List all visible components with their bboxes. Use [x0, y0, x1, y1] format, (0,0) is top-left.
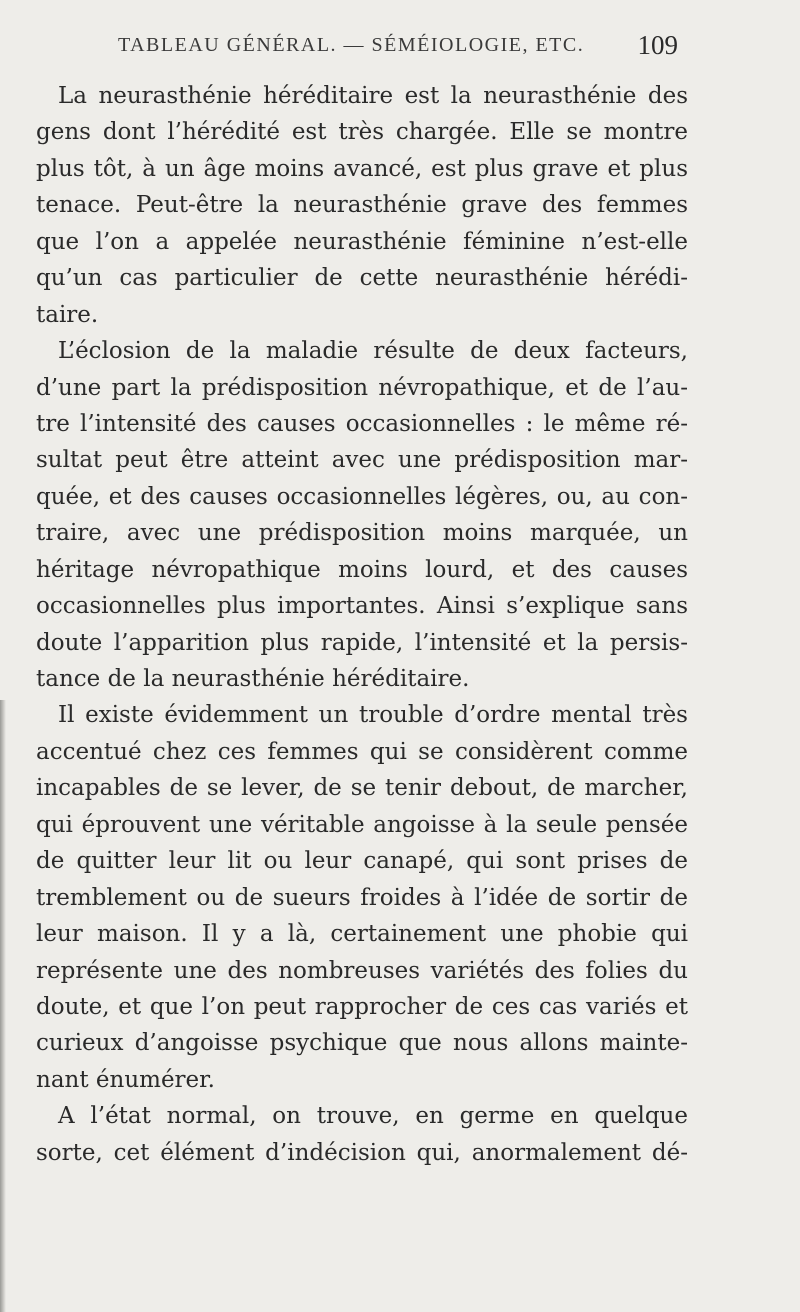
text-line: quée, et des causes occasionnelles légères, ou, au con- [36, 483, 688, 510]
text-line: gens dont l’hérédité est très chargée. Elle se montre [36, 119, 688, 146]
text-line: que l’on a appelée neurasthénie féminine n’est-elle [36, 228, 688, 255]
text-line: sorte, cet élément d’indécision qui, anormalement dé- [36, 1139, 688, 1166]
page-header [118, 30, 678, 70]
text-line: de quitter leur lit ou leur canapé, qui sont prises de [36, 848, 688, 875]
text-line: tre l’intensité des causes occasionnelles : le même ré- [36, 410, 688, 437]
text-line: curieux d’angoisse psychique que nous allons mainte- [36, 1030, 688, 1057]
text-line: incapables de se lever, de se tenir debout, de marcher, [36, 775, 688, 802]
text-line: doute, et que l’on peut rapprocher de ces cas variés et [36, 993, 688, 1020]
text-line: taire. [36, 301, 99, 328]
page-edge-shadow [0, 700, 6, 1312]
text-line: L’éclosion de la maladie résulte de deux facteurs, [58, 338, 688, 365]
text-line: occasionnelles plus importantes. Ainsi s’explique sans [36, 593, 688, 620]
text-line: représente une des nombreuses variétés des folies du [36, 957, 688, 984]
text-line: tance de la neurasthénie héréditaire. [36, 666, 470, 692]
text-line: leur maison. Il y a là, certainement une phobie qui [36, 921, 688, 948]
text-line: nant énumérer. [36, 1066, 215, 1093]
text-line: Il existe évidemment un trouble d’ordre mental très [58, 702, 688, 729]
text-line: qui éprouvent une véritable angoisse à la seule pensée [36, 811, 688, 838]
text-line: La neurasthénie héréditaire est la neurasthénie des [58, 83, 688, 109]
text-line: tenace. Peut-être la neurasthénie grave des femmes [36, 192, 688, 219]
text-line: qu’un cas particulier de cette neurasthénie hérédi- [36, 265, 688, 292]
page-number: 109 [637, 30, 678, 60]
text-line: traire, avec une prédisposition moins marquée, un [36, 520, 688, 547]
text-line: plus tôt, à un âge moins avancé, est plus grave et plus [36, 155, 688, 182]
text-line: tremblement ou de sueurs froides à l’idée de sortir de [36, 884, 688, 911]
text-line: d’une part la prédisposition névropathique, et de l’au- [36, 374, 688, 401]
running-head: TABLEAU GÉNÉRAL. — SÉMÉIOLOGIE, ETC. [118, 34, 585, 56]
body-text [36, 78, 688, 1171]
text-line: sultat peut être atteint avec une prédisposition mar- [36, 447, 688, 474]
text-line: héritage névropathique moins lourd, et des causes [36, 556, 688, 583]
text-line: A l’état normal, on trouve, en germe en quelque [58, 1103, 688, 1130]
text-line: accentué chez ces femmes qui se considèrent comme [36, 738, 688, 765]
text-line: doute l’apparition plus rapide, l’intensité et la persis- [36, 629, 688, 656]
